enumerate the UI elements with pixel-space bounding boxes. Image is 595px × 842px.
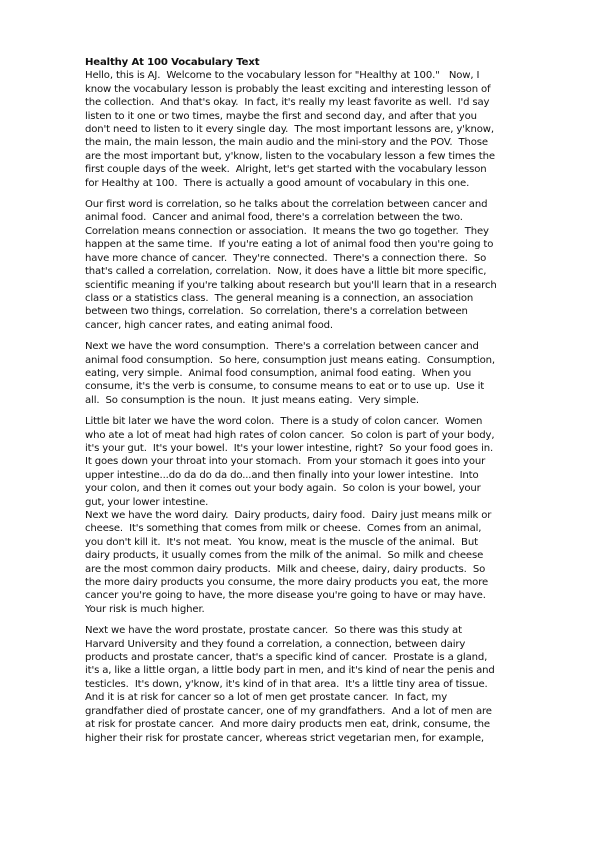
text-line: happen at the same time. If you're eating a lot of animal food then you're going to [85, 239, 494, 251]
text-line: Correlation means connection or association. It means the two go together. They [85, 225, 489, 237]
text-line: who ate a lot of meat had high rates of colon cancer. So colon is part of your body, [85, 429, 495, 441]
text-line: animal food consumption. So here, consumption just means eating. Consumption, [85, 354, 495, 366]
document-page [85, 56, 555, 745]
document-title: Healthy At 100 Vocabulary Text [85, 57, 260, 68]
text-line: first couple days of the week. Alright, let's get started with the vocabulary lesson [85, 164, 487, 176]
text-line: that's called a correlation, correlation. Now, it does have a little bit more specific, [85, 266, 487, 278]
text-line: Little bit later we have the word colon. There is a study of colon cancer. Women [85, 416, 483, 428]
text-line: don't need to listen to it every single day. The most important lessons are, y'know, [85, 124, 494, 136]
text-line: higher their risk for prostate cancer, whereas strict vegetarian men, for example, [85, 732, 484, 744]
paragraph [85, 198, 555, 332]
text-line: are the most important but, y'know, listen to the vocabulary lesson a few times the [85, 150, 495, 162]
text-line: eating, very simple. Animal food consumption, animal food eating. When you [85, 367, 472, 379]
text-line: it's your gut. It's your bowel. It's your lower intestine, right? So your food goes in. [85, 442, 494, 454]
text-line: the collection. And that's okay. In fact, it's really my least favorite as well. I'd say [85, 97, 490, 109]
paragraph [85, 624, 555, 745]
text-line: grandfather died of prostate cancer, one of my grandfathers. And a lot of men are [85, 705, 492, 717]
text-line: products and prostate cancer, that's a specific kind of cancer. Prostate is a gland, [85, 652, 488, 664]
text-line: Next we have the word prostate, prostate cancer. So there was this study at [85, 625, 462, 637]
text-line: cancer, high cancer rates, and eating animal food. [85, 319, 333, 331]
text-line: Next we have the word consumption. There's a correlation between cancer and [85, 341, 479, 353]
text-line: at risk for prostate cancer. And more dairy products men eat, drink, consume, the [85, 719, 490, 731]
text-line: It goes down your throat into your stomach. From your stomach it goes into your [85, 456, 486, 468]
text-line: cancer you're going to have, the more disease you're going to have or may have. [85, 590, 486, 602]
text-line: between two things, correlation. So correlation, there's a correlation between [85, 306, 468, 318]
text-line: are the most common dairy products. Milk and cheese, dairy, dairy products. So [85, 563, 486, 575]
text-line: Our first word is correlation, so he talks about the correlation between cancer and [85, 199, 488, 211]
text-line: for Healthy at 100. There is actually a good amount of vocabulary in this one. [85, 177, 470, 189]
paragraph [85, 415, 555, 509]
text-line: the more dairy products you consume, the more dairy products you eat, the more [85, 577, 489, 589]
text-line: gut, your lower intestine. [85, 496, 209, 508]
text-line: Next we have the word dairy. Dairy products, dairy food. Dairy just means milk or [85, 510, 492, 521]
document-body [85, 69, 555, 745]
text-line: Your risk is much higher. [85, 603, 205, 615]
text-line: scientific meaning if you're talking about research but you'll learn that in a research [85, 279, 497, 291]
text-line: animal food. Cancer and animal food, there's a correlation between the two. [85, 212, 463, 224]
text-line: upper intestine...do da do da do...and then finally into your lower intestine. Into [85, 469, 479, 481]
text-line: class or a statistics class. The general meaning is a connection, an association [85, 292, 474, 304]
text-line: cheese. It's something that comes from milk or cheese. Comes from an animal, [85, 523, 482, 535]
text-line: Hello, this is AJ. Welcome to the vocabulary lesson for "Healthy at 100." Now, I [85, 70, 480, 82]
text-line: all. So consumption is the noun. It just means eating. Very simple. [85, 394, 419, 406]
text-line: listen to it one or two times, maybe the first and second day, and after that you [85, 110, 477, 122]
paragraph [85, 69, 555, 190]
text-line: dairy products, it usually comes from the milk of the animal. So milk and cheese [85, 550, 484, 562]
text-line: And it is at risk for cancer so a lot of men get prostate cancer. In fact, my [85, 692, 448, 704]
text-line: testicles. It's down, y'know, it's kind of in that area. It's a little tiny area of tissue. [85, 678, 488, 690]
paragraph [85, 509, 555, 616]
text-line: have more chance of cancer. They're connected. There's a connection there. So [85, 252, 487, 264]
text-line: it's a, like a little organ, a little body part in men, and it's kind of near the penis and [85, 665, 495, 677]
text-line: consume, it's the verb is consume, to consume means to eat or to use up. Use it [85, 381, 485, 393]
paragraph [85, 340, 555, 407]
text-line: Harvard University and they found a correlation, a connection, between dairy [85, 638, 466, 650]
text-line: know the vocabulary lesson is probably the least exciting and interesting lesson of [85, 83, 491, 95]
text-line: the main, the main lesson, the main audio and the mini-story and the POV. Those [85, 137, 488, 149]
text-line: your colon, and then it comes out your body again. So colon is your bowel, your [85, 483, 481, 495]
text-line: you don't kill it. It's not meat. You know, meat is the muscle of the animal. But [85, 536, 478, 548]
